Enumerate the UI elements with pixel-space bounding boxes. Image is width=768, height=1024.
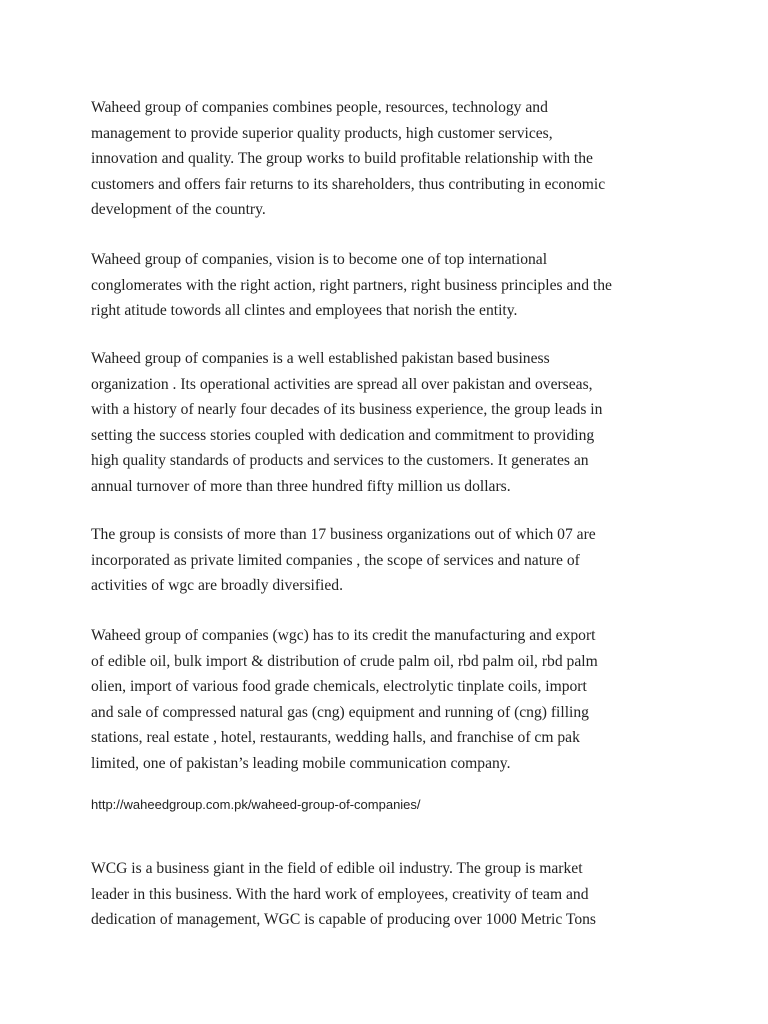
paragraph-activities: Waheed group of companies (wgc) has to its credit the manufacturing and export of edible oil, bulk import & distribution of crude palm oil, rbd palm oil, rbd palm olien, import of various food grade chemicals, electrolytic tinplate coils, import and sale of compressed natural gas (cng) equipment and running of (cng) filling stations, real estate , hotel, restaurants, wedding halls, and franchise of cm pak limited, one of pakistan’s leading mobile communication company. [91,627,598,772]
paragraph-business-units: The group is consists of more than 17 business organizations out of which 07 are incorporated as private limited companies , the scope of services and nature of activities of wgc are broadly diversified. [91,526,596,594]
paragraph-vision: Waheed group of companies, vision is to become one of top international conglomerates with the right action, right partners, right business principles and the right atitude towords all clintes and employees that norish the entity. [91,251,612,319]
paragraph-edible-oil: WCG is a business giant in the field of edible oil industry. The group is market leader in this business. With the hard work of employees, creativity of team and dedication of management, WGC is capable of producing over 1000 Metric Tons [91,860,596,928]
paragraph-company-overview: Waheed group of companies combines people, resources, technology and management to provide superior quality products, high customer services, innovation and quality. The group works to build profitable relationship with the customers and offers fair returns to its shareholders, thus contributing in economic development of the country. [91,99,606,218]
paragraph-organization: Waheed group of companies is a well established pakistan based business organization . Its operational activities are spread all over pakistan and overseas, with a history of nearly four decades of its business experience, the group leads in setting the success stories coupled with dedication and commitment to providing high quality standards of products and services to the customers. It generates an annual turnover of more than three hundred fifty million us dollars. [91,350,603,495]
source-url: http://waheedgroup.com.pk/waheed-group-of-companies/ [91,797,421,812]
